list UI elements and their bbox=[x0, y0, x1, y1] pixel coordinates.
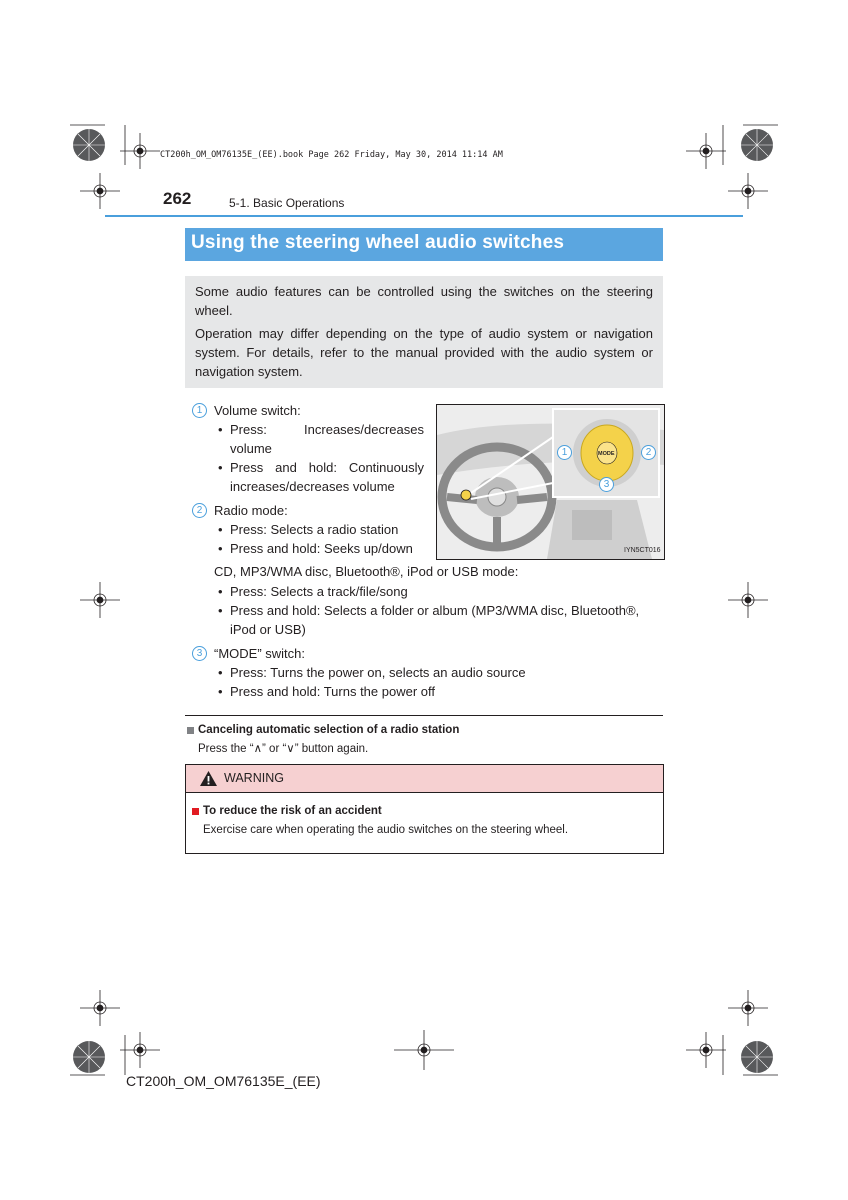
bullet-dot: • bbox=[218, 684, 223, 699]
bullet-dot: • bbox=[218, 665, 223, 680]
note-square-icon bbox=[187, 727, 194, 734]
header-rule bbox=[105, 215, 743, 217]
intro-paragraph-1: Some audio features can be controlled using the switches on the steering wheel. bbox=[195, 284, 653, 318]
note-body: Press the “∧” or “∨” button again. bbox=[198, 743, 369, 755]
bullet-dot: • bbox=[218, 422, 223, 437]
item-3-title: “MODE” switch: bbox=[214, 646, 305, 661]
intro-box bbox=[185, 276, 663, 388]
warning-header bbox=[186, 765, 663, 793]
item-2-sub-bullet-1: Press: Selects a track/file/song bbox=[230, 584, 408, 599]
heading-bar bbox=[185, 228, 663, 261]
note-rule bbox=[185, 715, 663, 716]
figure-callout-2: 2 bbox=[641, 445, 656, 460]
bullet-dot: • bbox=[218, 603, 223, 618]
steering-wheel-illustration bbox=[437, 405, 664, 559]
item-2-title: Radio mode: bbox=[214, 503, 288, 518]
steering-wheel-figure bbox=[436, 404, 665, 560]
item-2-subtitle: CD, MP3/WMA disc, Bluetooth®, iPod or USB mode: bbox=[214, 564, 519, 579]
bullet-dot: • bbox=[218, 460, 223, 475]
mode-label: MODE bbox=[598, 451, 615, 457]
item-2-bullet-1: Press: Selects a radio station bbox=[230, 522, 399, 537]
warning-title: To reduce the risk of an accident bbox=[203, 805, 382, 817]
item-2-sub-bullet-2: Press and hold: Selects a folder or album (MP3/WMA disc, Bluetooth®, iPod or USB) bbox=[230, 603, 640, 637]
note-title: Canceling automatic selection of a radio station bbox=[198, 724, 460, 736]
footer-code: CT200h_OM_OM76135E_(EE) bbox=[126, 1073, 321, 1089]
page-number: 262 bbox=[163, 189, 192, 208]
page-heading: Using the steering wheel audio switches bbox=[191, 232, 565, 253]
item-number-2: 2 bbox=[192, 503, 207, 518]
item-1-title: Volume switch: bbox=[214, 403, 301, 418]
item-3-bullet-1: Press: Turns the power on, selects an audio source bbox=[230, 665, 526, 680]
item-3-bullet-2: Press and hold: Turns the power off bbox=[230, 684, 435, 699]
bullet-dot: • bbox=[218, 541, 223, 556]
figure-callout-3: 3 bbox=[599, 477, 614, 492]
intro-paragraph-2: Operation may differ depending on the type of audio system or navigation system. For details, refer to the manual provided with the audio system or navigation system. bbox=[195, 326, 653, 379]
file-header: CT200h_OM_OM76135E_(EE).book Page 262 Friday, May 30, 2014 11:14 AM bbox=[160, 150, 503, 160]
item-number-3: 3 bbox=[192, 646, 207, 661]
figure-callout-1: 1 bbox=[557, 445, 572, 460]
item-2-bullet-2: Press and hold: Seeks up/down bbox=[230, 541, 413, 556]
warning-body: Exercise care when operating the audio switches on the steering wheel. bbox=[203, 824, 569, 836]
item-number-1: 1 bbox=[192, 403, 207, 418]
item-1-bullet-2: Press and hold: Continuously increases/decreases volume bbox=[230, 460, 424, 494]
bullet-dot: • bbox=[218, 584, 223, 599]
bullet-dot: • bbox=[218, 522, 223, 537]
warning-triangle-icon bbox=[199, 770, 218, 787]
section-title: 5-1. Basic Operations bbox=[229, 196, 345, 210]
warning-box bbox=[185, 764, 664, 854]
item-1-bullet-1: Press: Increases/decreases volume bbox=[230, 422, 424, 456]
figure-code: IYN5CT016 bbox=[624, 547, 661, 554]
warning-label: WARNING bbox=[224, 771, 284, 785]
warning-red-square-icon bbox=[192, 808, 199, 815]
